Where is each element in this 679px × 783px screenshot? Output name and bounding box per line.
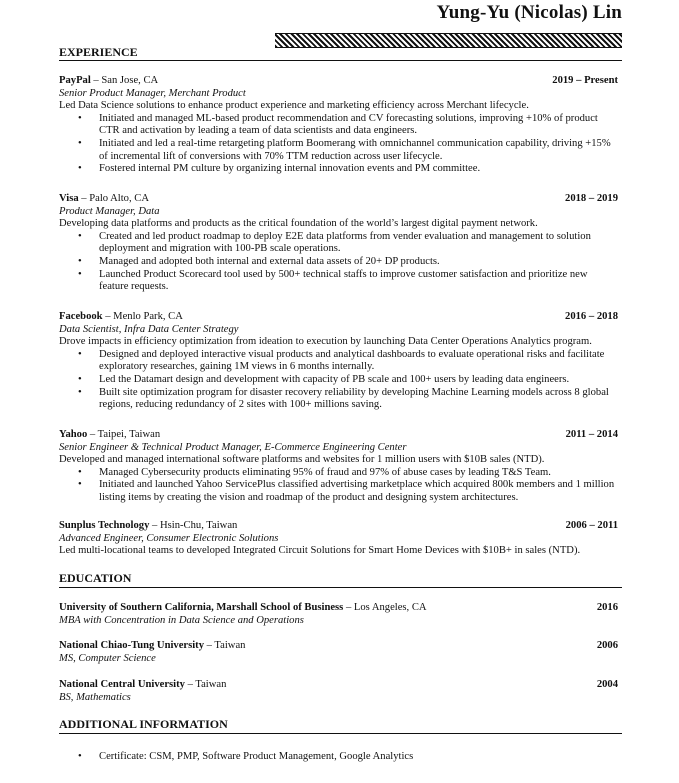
job-summary: Led Data Science solutions to enhance product experience and marketing efficiency across Merchant lifecycle. bbox=[59, 100, 529, 112]
job-employer bbox=[59, 311, 183, 324]
additional-bullets bbox=[59, 751, 618, 764]
school-institution bbox=[59, 640, 245, 653]
school-institution bbox=[59, 602, 427, 615]
education-heading: EDUCATION bbox=[59, 571, 132, 585]
school-degree: BS, Mathematics bbox=[59, 691, 131, 703]
job-bullet: • Initiated and managed ML-based product recommendation and CV forecasting solutions, improving +10% of product CTR and activation by leading a team of data scientists and data engineers. bbox=[99, 113, 618, 138]
education-rule bbox=[59, 587, 622, 588]
job-company: Facebook bbox=[59, 311, 103, 322]
job-role: Senior Engineer & Technical Product Manager, E-Commerce Engineering Center bbox=[59, 441, 407, 453]
job-header bbox=[59, 520, 618, 533]
job-location: – Menlo Park, CA bbox=[102, 311, 183, 322]
education-ncu bbox=[59, 679, 618, 704]
job-bullets bbox=[59, 349, 618, 412]
job-bullet: • Designed and deployed interactive visual products and analytical dashboards to evaluate operational risks and facilitate exploratory researches, gaining 1M views in 6 months internally. bbox=[99, 349, 618, 374]
school-institution bbox=[59, 679, 226, 692]
candidate-name: Yung-Yu (Nicolas) Lin bbox=[436, 2, 622, 23]
job-header bbox=[59, 311, 618, 324]
job-header bbox=[59, 429, 618, 442]
job-bullet: • Launched Product Scorecard tool used by 500+ technical staffs to improve customer satisfaction and prioritize new feature requests. bbox=[99, 269, 618, 294]
job-bullets bbox=[59, 231, 618, 294]
job-role: Advanced Engineer, Consumer Electronic Solutions bbox=[59, 532, 279, 544]
job-company: Sunplus Technology bbox=[59, 520, 150, 531]
job-visa bbox=[59, 193, 618, 294]
school-header bbox=[59, 602, 618, 615]
experience-heading: EXPERIENCE bbox=[59, 45, 138, 59]
job-dates: 2011 – 2014 bbox=[565, 429, 618, 440]
job-paypal bbox=[59, 75, 618, 176]
job-company: Yahoo bbox=[59, 429, 88, 440]
school-name: University of Southern California, Marshall School of Business bbox=[59, 602, 344, 613]
job-location: – San Jose, CA bbox=[90, 75, 159, 86]
job-bullet: • Created and led product roadmap to deploy E2E data platforms from vender evaluation and management to solution deployment and migration with 100-PB scale operations. bbox=[99, 231, 618, 256]
job-bullet: • Built site optimization program for disaster recovery reliability by developing Machine Learning models across 8 global regions, reducing redundancy of 2 sites with 100+ millions saving. bbox=[99, 387, 618, 412]
job-summary: Developing data platforms and products as the critical foundation of the world’s largest digital payment network. bbox=[59, 218, 538, 230]
job-bullet: • Led the Datamart design and development with capacity of PB scale and 100+ users by leading data engineers. bbox=[99, 374, 618, 387]
job-location: – Hsin-Chu, Taiwan bbox=[149, 520, 238, 531]
job-employer bbox=[59, 429, 160, 442]
job-bullet: • Managed and adopted both internal and external data assets of 20+ DP products. bbox=[99, 256, 618, 269]
school-location: – Taiwan bbox=[204, 640, 246, 651]
job-location: – Taipei, Taiwan bbox=[87, 429, 161, 440]
job-header bbox=[59, 75, 618, 88]
school-degree: MBA with Concentration in Data Science and Operations bbox=[59, 614, 304, 626]
additional-list bbox=[59, 751, 618, 764]
experience-rule bbox=[59, 60, 622, 61]
education-usc bbox=[59, 602, 618, 627]
job-employer bbox=[59, 520, 237, 533]
job-bullet: • Initiated and launched Yahoo ServicePlus classified advertising marketplace which acquired 800k members and 1 million listing items by creating the vision and roadmap of the product and designing system architectures. bbox=[99, 479, 618, 504]
school-degree: MS, Computer Science bbox=[59, 652, 156, 664]
job-role: Product Manager, Data bbox=[59, 205, 160, 217]
certificate-item: • Certificate: CSM, PMP, Software Product Management, Google Analytics bbox=[99, 751, 618, 764]
job-sunplus bbox=[59, 520, 618, 558]
job-header bbox=[59, 193, 618, 206]
job-role: Senior Product Manager, Merchant Product bbox=[59, 87, 246, 99]
school-header bbox=[59, 679, 618, 692]
job-dates: 2006 – 2011 bbox=[565, 520, 618, 531]
school-location: – Los Angeles, CA bbox=[343, 602, 427, 613]
additional-heading: ADDITIONAL INFORMATION bbox=[59, 717, 228, 731]
job-bullet: • Managed Cybersecurity products eliminating 95% of fraud and 97% of abuse cases by leading T&S Team. bbox=[99, 467, 618, 480]
school-header bbox=[59, 640, 618, 653]
school-location: – Taiwan bbox=[184, 679, 227, 690]
job-dates: 2016 – 2018 bbox=[565, 311, 618, 322]
job-role: Data Scientist, Infra Data Center Strategy bbox=[59, 323, 239, 335]
job-location: – Palo Alto, CA bbox=[78, 193, 149, 204]
job-bullet: • Fostered internal PM culture by organizing internal innovation events and PM committee. bbox=[99, 163, 618, 176]
job-summary: Drove impacts in efficiency optimization from ideation to execution by launching Data Center Operations Analytics program. bbox=[59, 336, 592, 348]
school-year: 2004 bbox=[596, 679, 618, 690]
job-company: Visa bbox=[59, 193, 79, 204]
header-pattern-bar bbox=[275, 33, 622, 48]
job-bullet: • Initiated and led a real-time retargeting platform Boomerang with omnichannel communication capability, driving +15% of incremental lift of conversions with 70% TTM reduction across user lifecycle. bbox=[99, 138, 618, 163]
education-nctu bbox=[59, 640, 618, 665]
job-summary: Developed and managed international software platforms and websites for 1 million users with $10B sales (NTD). bbox=[59, 454, 545, 466]
job-employer bbox=[59, 75, 158, 88]
job-employer bbox=[59, 193, 149, 206]
job-dates: 2019 – Present bbox=[552, 75, 618, 86]
job-summary: Led multi-locational teams to developed Integrated Circuit Solutions for Smart Home Devices with $10B+ in sales (NTD). bbox=[59, 545, 581, 557]
job-facebook bbox=[59, 311, 618, 412]
job-bullets bbox=[59, 113, 618, 176]
school-year: 2016 bbox=[596, 602, 618, 613]
school-name: National Chiao-Tung University bbox=[59, 640, 205, 651]
school-year: 2006 bbox=[596, 640, 618, 651]
job-dates: 2018 – 2019 bbox=[565, 193, 618, 204]
job-bullets bbox=[59, 467, 618, 505]
job-yahoo bbox=[59, 429, 618, 505]
additional-rule bbox=[59, 733, 622, 734]
job-company: PayPal bbox=[59, 75, 91, 86]
school-name: National Central University bbox=[59, 679, 185, 690]
